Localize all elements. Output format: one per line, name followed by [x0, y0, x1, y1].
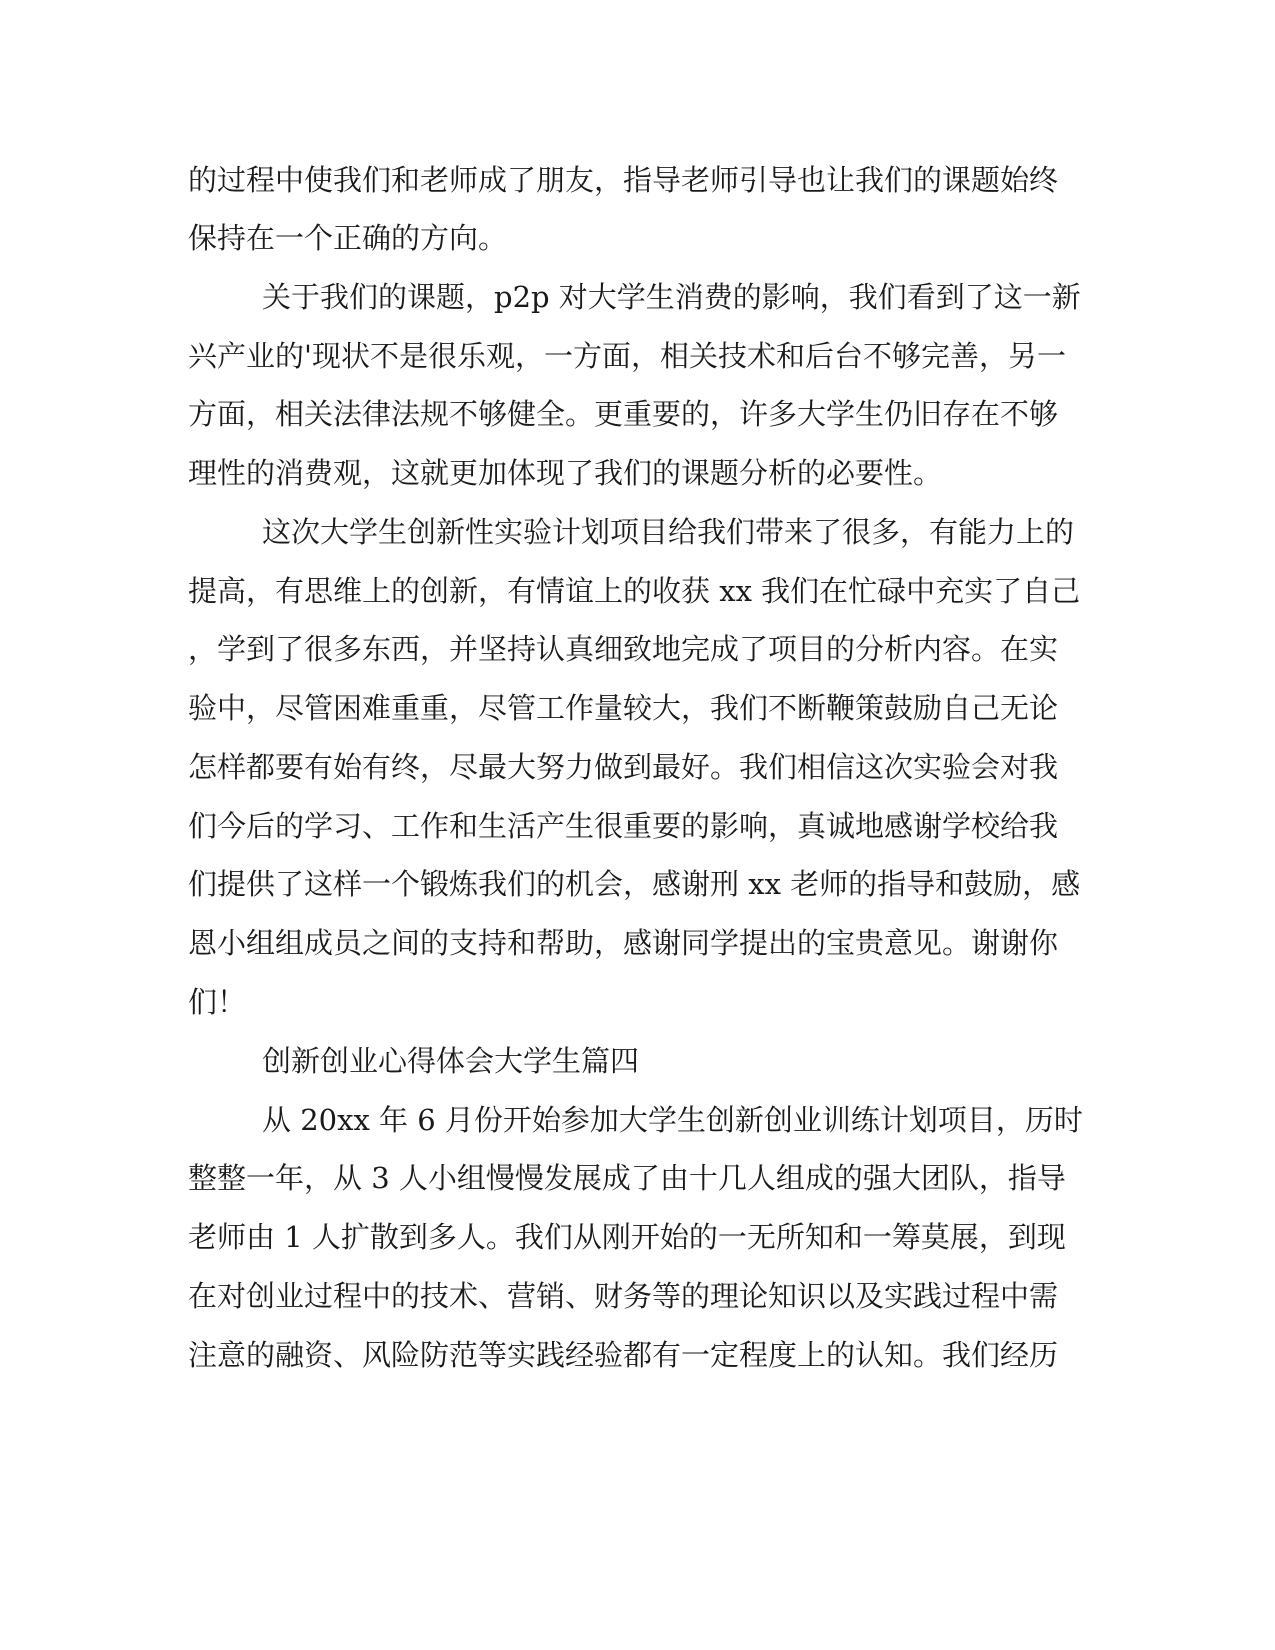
paragraph-line: 这次大学生创新性实验计划项目给我们带来了很多，有能力上的 [262, 515, 1075, 549]
paragraph-line: 恩小组组成员之间的支持和帮助，感谢同学提出的宝贵意见。谢谢你 [188, 926, 1059, 960]
paragraph-line: 保持在一个正确的方向。 [188, 221, 508, 255]
paragraph-line: 的过程中使我们和老师成了朋友，指导老师引导也让我们的课题始终 [188, 163, 1059, 197]
paragraph-line: 们今后的学习、工作和生活产生很重要的影响，真诚地感谢学校给我 [188, 809, 1059, 843]
paragraph-line: 怎样都要有始有终，尽最大努力做到最好。我们相信这次实验会对我 [188, 750, 1059, 784]
paragraph-line: 方面，相关法律法规不够健全。更重要的，许多大学生仍旧存在不够 [188, 397, 1059, 431]
paragraph-line: 理性的消费观，这就更加体现了我们的课题分析的必要性。 [188, 456, 943, 490]
paragraph-line: 老师由 1 人扩散到多人。我们从刚开始的一无所知和一筹莫展，到现 [188, 1220, 1066, 1254]
paragraph-line: 兴产业的'现状不是很乐观，一方面，相关技术和后台不够完善，另一 [188, 339, 1066, 373]
paragraph-line: 们提供了这样一个锻炼我们的机会，感谢刑 xx 老师的指导和鼓励，感 [188, 867, 1081, 901]
paragraph-line: 在对创业过程中的技术、营销、财务等的理论知识以及实践过程中需 [188, 1279, 1059, 1313]
paragraph-line: 提高，有思维上的创新，有情谊上的收获 xx 我们在忙碌中充实了自己 [188, 574, 1081, 608]
paragraph-line: 们！ [188, 985, 247, 1019]
paragraph-line: 注意的融资、风险防范等实践经验都有一定程度上的认知。我们经历 [188, 1338, 1059, 1372]
paragraph-line: 验中，尽管困难重重，尽管工作量较大，我们不断鞭策鼓励自己无论 [188, 691, 1059, 725]
paragraph-line: 从 20xx 年 6 月份开始参加大学生创新创业训练计划项目，历时 [262, 1103, 1083, 1137]
section-heading: 创新创业心得体会大学生篇四 [262, 1044, 640, 1078]
paragraph-line: 关于我们的课题，p2p 对大学生消费的影响，我们看到了这一新 [262, 280, 1081, 314]
paragraph-line: 整整一年，从 3 人小组慢慢发展成了由十几人组成的强大团队，指导 [188, 1161, 1066, 1195]
paragraph-line: ，学到了很多东西，并坚持认真细致地完成了项目的分析内容。在实 [188, 632, 1059, 666]
